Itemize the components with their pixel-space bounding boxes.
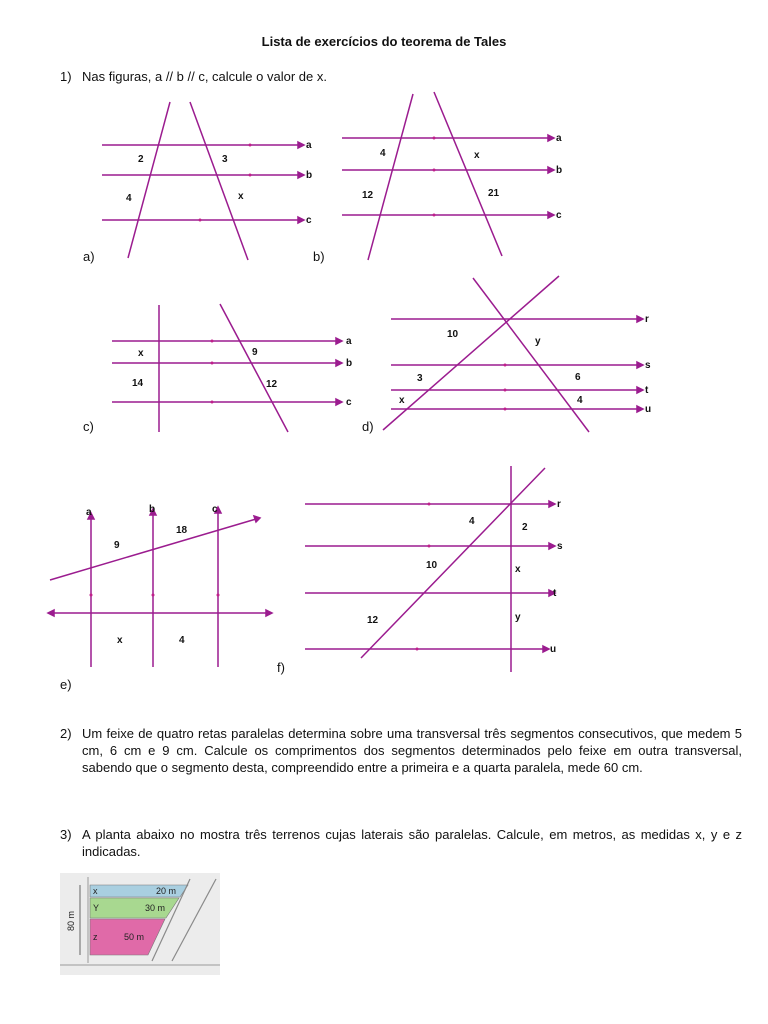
figure-a xyxy=(80,90,320,270)
line-label: b xyxy=(306,170,313,181)
segment-label: 9 xyxy=(114,540,120,551)
figure-a-label: a) xyxy=(83,249,95,264)
plan-side-label: 80 m xyxy=(66,910,76,932)
segment-label: 4 xyxy=(179,635,185,646)
plan-var-x: x xyxy=(93,886,98,896)
line-label: r xyxy=(645,314,649,325)
segment-label: 10 xyxy=(426,560,438,571)
segment-label: y xyxy=(515,612,521,623)
question-3-text: A planta abaixo no mostra três terrenos cujas laterais são paralelas. Calcule, em metros, as medidas x, y e z indicadas. xyxy=(82,827,742,859)
line-label: t xyxy=(553,588,557,599)
question-1-number: 1) xyxy=(60,69,72,84)
line-label: u xyxy=(645,404,652,415)
line-label: s xyxy=(557,541,563,552)
line-label: a xyxy=(86,507,92,518)
question-2-number: 2) xyxy=(60,726,72,741)
figure-c-label: c) xyxy=(83,419,94,434)
plan-value-y: 30 m xyxy=(145,903,166,913)
line-label: a xyxy=(556,133,562,144)
segment-label: 21 xyxy=(488,188,500,199)
figure-d-label: d) xyxy=(362,419,374,434)
segment-label: 4 xyxy=(380,148,386,159)
line-label: t xyxy=(645,385,649,396)
segment-label: x xyxy=(399,395,405,406)
plan-value-x: 20 m xyxy=(156,886,177,896)
plan-var-y: Y xyxy=(93,903,100,913)
segment-label: 2 xyxy=(522,522,528,533)
line-label: s xyxy=(645,360,651,371)
segment-label: 12 xyxy=(266,379,278,390)
line-label: c xyxy=(212,504,218,515)
segment-label: 4 xyxy=(577,395,583,406)
segment-label: 2 xyxy=(138,154,144,165)
question-3-number: 3) xyxy=(60,827,72,842)
segment-label: 6 xyxy=(575,372,581,383)
segment-label: x xyxy=(515,564,521,575)
figure-f-label: f) xyxy=(277,660,285,675)
line-label: a xyxy=(306,140,312,151)
segment-label: 9 xyxy=(252,347,258,358)
segment-label: y xyxy=(535,336,541,347)
segment-label: 12 xyxy=(367,615,379,626)
line-label: c xyxy=(346,397,352,408)
figure-e xyxy=(40,495,280,680)
plot-y xyxy=(90,898,179,918)
segment-label: x xyxy=(117,635,123,646)
line-label: b xyxy=(346,358,353,369)
page-title: Lista de exercícios do teorema de Tales xyxy=(261,34,507,49)
figure-b-label: b) xyxy=(313,249,325,264)
line-label: r xyxy=(557,499,561,510)
land-plan xyxy=(60,873,220,975)
figure-f xyxy=(295,460,585,680)
question-1-text: Nas figuras, a // b // c, calcule o valor de x. xyxy=(82,69,327,84)
segment-label: 4 xyxy=(126,193,132,204)
line-label: a xyxy=(346,336,352,347)
line-label: c xyxy=(556,210,562,221)
segment-label: 10 xyxy=(447,329,459,340)
question-2-text: Um feixe de quatro retas paralelas determina sobre uma transversal três segmentos consecutivos, que medem 5 cm, 6 cm e 9 cm. Calcule os comprimentos dos segmentos determinados pelo feixe em outra transversal, sabendo que o segmento desta, compreendido entre a primeira e a quarta paralela, mede 60 cm. xyxy=(82,726,742,775)
line-label: u xyxy=(550,644,557,655)
segment-label: 3 xyxy=(417,373,423,384)
figure-b xyxy=(330,88,570,268)
segment-label: x xyxy=(238,191,244,202)
segment-label: 4 xyxy=(469,516,475,527)
segment-label: 3 xyxy=(222,154,228,165)
segment-label: x xyxy=(138,348,144,359)
segment-label: 12 xyxy=(362,190,374,201)
plan-value-z: 50 m xyxy=(124,932,145,942)
figure-e-label: e) xyxy=(60,677,72,692)
segment-label: 18 xyxy=(176,525,188,536)
segment-label: x xyxy=(474,150,480,161)
line-label: b xyxy=(556,165,563,176)
line-label: b xyxy=(149,504,156,515)
figure-d xyxy=(375,270,665,440)
line-label: c xyxy=(306,215,312,226)
plan-var-z: z xyxy=(93,932,98,942)
segment-label: 14 xyxy=(132,378,144,389)
figure-c xyxy=(100,300,370,440)
